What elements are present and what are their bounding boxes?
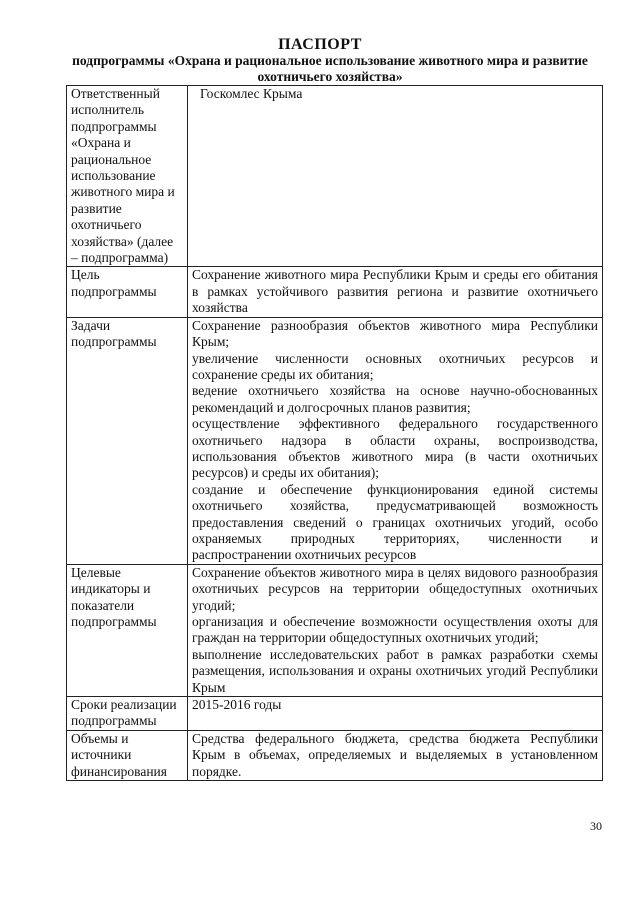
row-timeline bbox=[67, 697, 603, 731]
row-value bbox=[188, 730, 603, 780]
row-value bbox=[188, 564, 603, 696]
passport-table bbox=[66, 85, 603, 781]
value-paragraph: организация и обеспечение возможности осуществления охоты для граждан на территории общедоступных охотничьих угодий; bbox=[192, 614, 598, 646]
value-paragraph: осуществление эффективного федерального государственного охотничьего надзора в области охраны, воспроизводства, использования объектов животного мира (в части охотничьих ресурсов) и среды их обитания); bbox=[192, 416, 598, 481]
row-responsible-executor bbox=[67, 86, 603, 267]
value-paragraph: выполнение исследовательских работ в рамках разработки схемы размещения, использования и охраны охотничьих угодий Республики Крым bbox=[192, 646, 598, 695]
value-paragraph: Госкомлес Крыма bbox=[200, 86, 303, 101]
row-label: Ответственный исполнитель подпрограммы «Охрана и рациональное использование животного мира и развитие охотничьего хозяйства» (далее – подпрограмма) bbox=[67, 86, 188, 267]
page-number: 30 bbox=[590, 819, 602, 833]
value-paragraph: 2015-2016 годы bbox=[192, 697, 282, 713]
value-paragraph: Сохранение животного мира Республики Крым и среды его обитания в рамках устойчивого развития региона и развитие охотничьего хозяйства bbox=[192, 267, 598, 316]
row-label: Задачи подпрограммы bbox=[67, 317, 188, 564]
document-title: ПАСПОРТ bbox=[278, 36, 362, 53]
row-value bbox=[188, 697, 603, 731]
row-label: Объемы и источники финансирования bbox=[67, 730, 188, 780]
row-label: Цель подпрограммы bbox=[67, 267, 188, 317]
value-paragraph: Сохранение разнообразия объектов животного мира Республики Крым; bbox=[192, 317, 598, 350]
value-paragraph: создание и обеспечение функционирования единой системы охотничьего хозяйства, предусматривающей возможность предоставления сведений о границах охотничьих угодий, особо охраняемых природных территориях, численности и распространении охотничьих ресурсов bbox=[192, 481, 598, 563]
row-value bbox=[188, 267, 603, 317]
document-subtitle: подпрограммы «Охрана и рациональное использование животного мира и развитие охотничьего хозяйства» bbox=[72, 53, 588, 84]
value-paragraph: Сохранение объектов животного мира в целях видового разнообразия охотничьих ресурсов на территории общедоступных охотничьих угодий; bbox=[192, 564, 598, 613]
row-label: Целевые индикаторы и показатели подпрограммы bbox=[67, 564, 188, 696]
row-value bbox=[188, 317, 603, 564]
row-tasks bbox=[67, 317, 603, 564]
row-goal bbox=[67, 267, 603, 317]
value-paragraph: увеличение численности основных охотничьих ресурсов и сохранение среды их обитания; bbox=[192, 350, 598, 382]
row-indicators bbox=[67, 564, 603, 696]
row-funding bbox=[67, 730, 603, 780]
row-label: Сроки реализации подпрограммы bbox=[67, 697, 188, 731]
value-paragraph: Средства федерального бюджета, средства бюджета Республики Крым в объемах, определяемых и выделяемых в установленном порядке. bbox=[192, 730, 598, 779]
value-paragraph: ведение охотничьего хозяйства на основе научно-обоснованных рекомендаций и долгосрочных планов развития; bbox=[192, 383, 598, 415]
row-value bbox=[188, 86, 603, 267]
